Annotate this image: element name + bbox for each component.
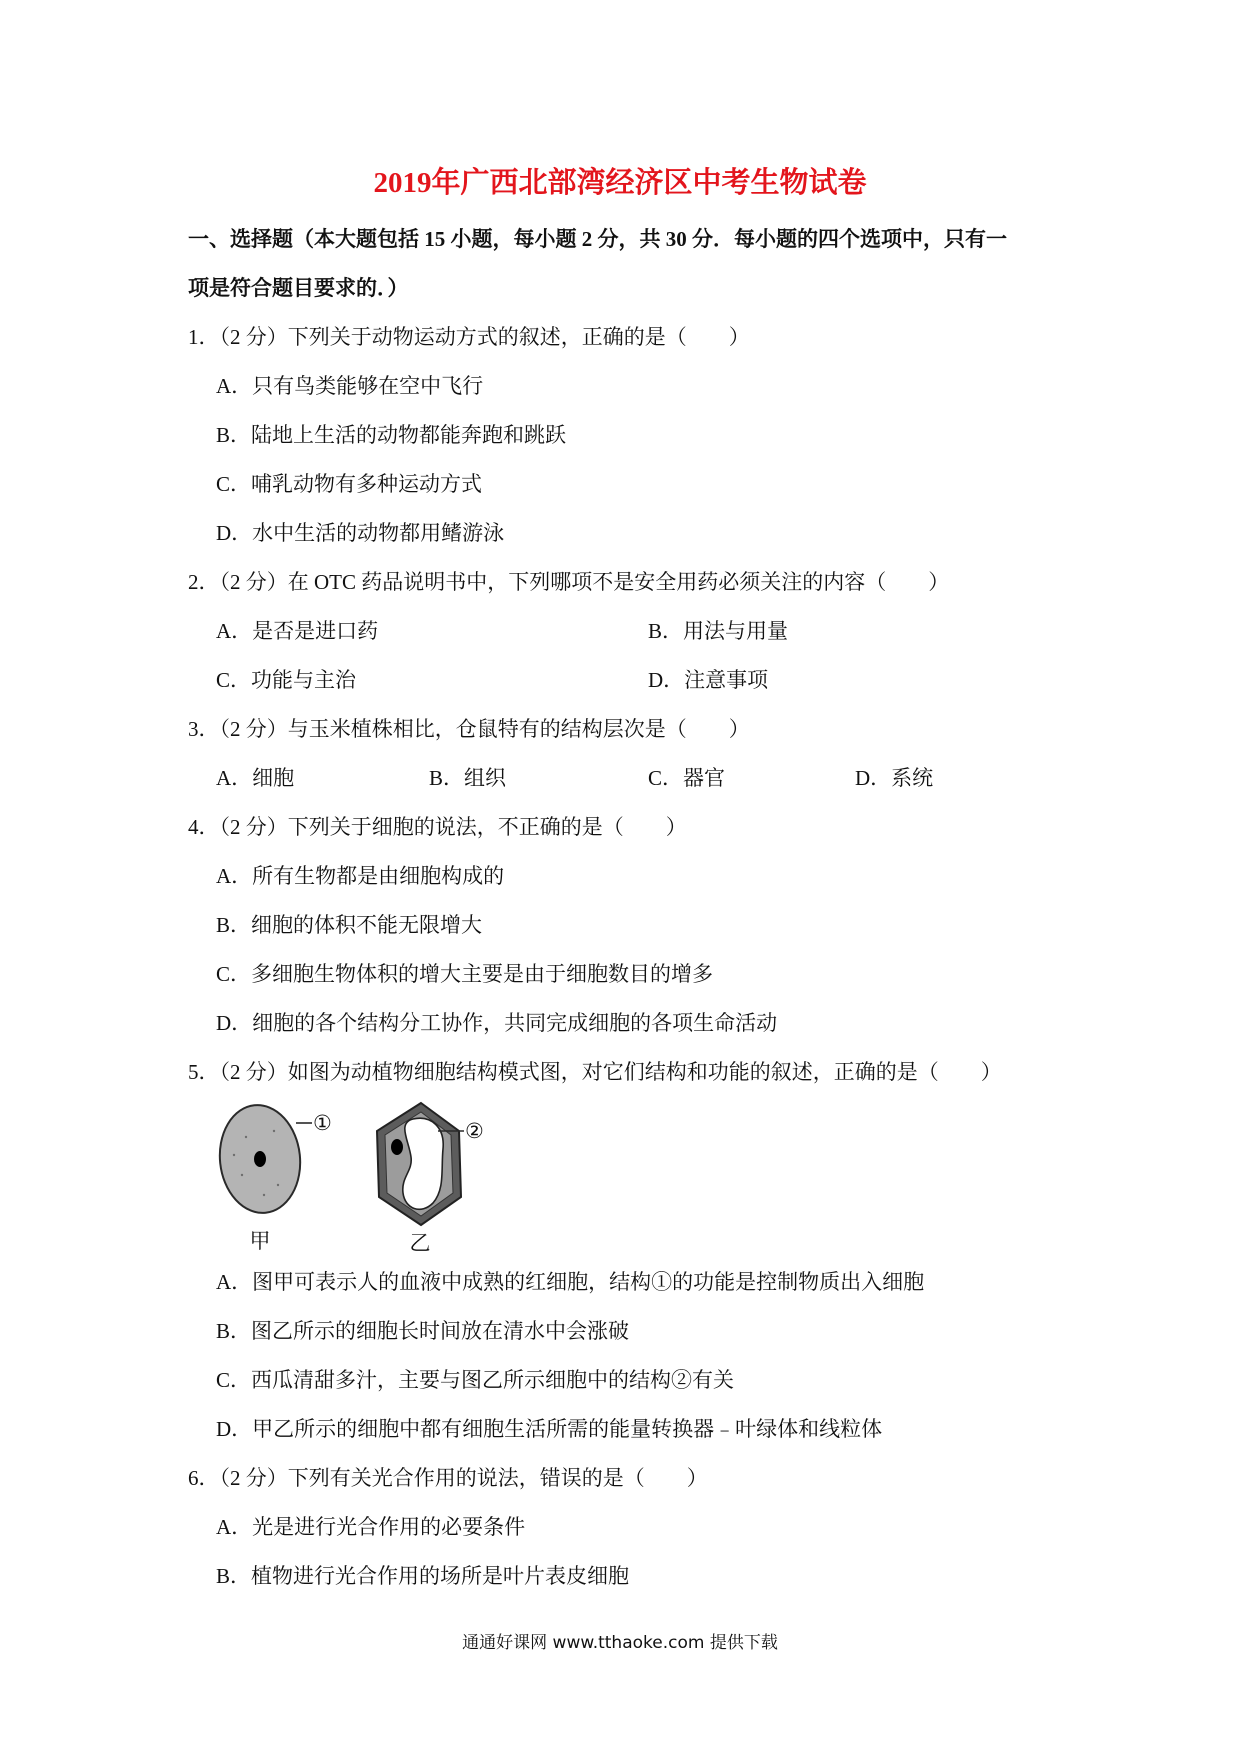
question-1-option-a: A．只有鸟类能够在空中飞行 xyxy=(216,374,484,398)
marker-1-label: ① xyxy=(313,1111,332,1135)
question-2-stem: 2．（2 分）在 OTC 药品说明书中，下列哪项不是安全用药必须关注的内容（ ） xyxy=(188,570,950,594)
question-3-option-a: A．细胞 xyxy=(216,766,295,790)
cell-structure-figure xyxy=(188,1097,1198,1258)
question-2-option-d: D．注意事项 xyxy=(648,668,769,692)
question-6-stem: 6．（2 分）下列有关光合作用的说法，错误的是（ ） xyxy=(188,1466,708,1490)
question-3-option-b: B．组织 xyxy=(429,766,507,790)
exam-content xyxy=(188,215,1198,1601)
section-heading-line-1: 一、选择题（本大题包括 15 小题，每小题 2 分，共 30 分．每小题的四个选项中，只有一 xyxy=(188,227,1007,251)
question-4-option-c: C．多细胞生物体积的增大主要是由于细胞数目的增多 xyxy=(216,962,714,986)
question-5-option-d: D．甲乙所示的细胞中都有细胞生活所需的能量转换器﹣叶绿体和线粒体 xyxy=(216,1417,883,1441)
question-3-stem: 3．（2 分）与玉米植株相比，仓鼠特有的结构层次是（ ） xyxy=(188,717,750,741)
question-6-option-b: B．植物进行光合作用的场所是叶片表皮细胞 xyxy=(216,1564,630,1588)
question-5-option-c: C．西瓜清甜多汁，主要与图乙所示细胞中的结构②有关 xyxy=(216,1368,735,1392)
marker-2-label: ② xyxy=(465,1119,484,1143)
page-title: 2019年广西北部湾经济区中考生物试卷 xyxy=(373,167,867,199)
figure-label-jia: 甲 xyxy=(249,1229,271,1253)
question-5-option-b: B．图乙所示的细胞长时间放在清水中会涨破 xyxy=(216,1319,630,1343)
question-1-option-c: C．哺乳动物有多种运动方式 xyxy=(216,472,483,496)
cytoplasm-speckle xyxy=(263,1194,265,1196)
question-5-stem: 5．（2 分）如图为动植物细胞结构模式图，对它们结构和功能的叙述，正确的是（ ） xyxy=(188,1060,1002,1084)
question-2-option-c: C．功能与主治 xyxy=(216,668,357,692)
cytoplasm-speckle xyxy=(273,1130,275,1132)
cytoplasm-speckle xyxy=(245,1136,247,1138)
section-heading-line-2: 项是符合题目要求的．） xyxy=(188,276,409,300)
question-3-options-row xyxy=(188,754,1198,803)
animal-cell-jia xyxy=(216,1101,332,1253)
question-3-option-c: C．器官 xyxy=(648,766,726,790)
question-4-option-d: D．细胞的各个结构分工协作，共同完成细胞的各项生命活动 xyxy=(216,1011,778,1035)
cytoplasm-speckle xyxy=(277,1184,279,1186)
cell-yi-nucleus xyxy=(391,1139,403,1155)
question-2-options-row-2 xyxy=(188,656,1198,705)
question-2-option-a: A．是否是进口药 xyxy=(216,619,379,643)
cell-jia-nucleus xyxy=(254,1151,266,1167)
cell-diagram xyxy=(216,1097,496,1258)
question-4-option-a: A．所有生物都是由细胞构成的 xyxy=(216,864,505,888)
question-4-option-b: B．细胞的体积不能无限增大 xyxy=(216,913,483,937)
plant-cell-yi xyxy=(377,1103,484,1255)
cytoplasm-speckle xyxy=(241,1174,243,1176)
figure-label-yi: 乙 xyxy=(409,1231,431,1255)
question-1-option-b: B．陆地上生活的动物都能奔跑和跳跃 xyxy=(216,423,567,447)
question-1-option-d: D．水中生活的动物都用鳍游泳 xyxy=(216,521,505,545)
question-3-option-d: D．系统 xyxy=(855,766,934,790)
question-2-options-row-1 xyxy=(188,607,1198,656)
question-1-stem: 1．（2 分）下列关于动物运动方式的叙述，正确的是（ ） xyxy=(188,325,750,349)
question-5-option-a: A．图甲可表示人的血液中成熟的红细胞，结构①的功能是控制物质出入细胞 xyxy=(216,1270,925,1294)
question-6-option-a: A．光是进行光合作用的必要条件 xyxy=(216,1515,526,1539)
page-footer: 通通好课网 www.tthaoke.com 提供下载 xyxy=(462,1633,778,1653)
question-2-option-b: B．用法与用量 xyxy=(648,619,789,643)
question-4-stem: 4．（2 分）下列关于细胞的说法，不正确的是（ ） xyxy=(188,815,687,839)
cytoplasm-speckle xyxy=(233,1154,235,1156)
